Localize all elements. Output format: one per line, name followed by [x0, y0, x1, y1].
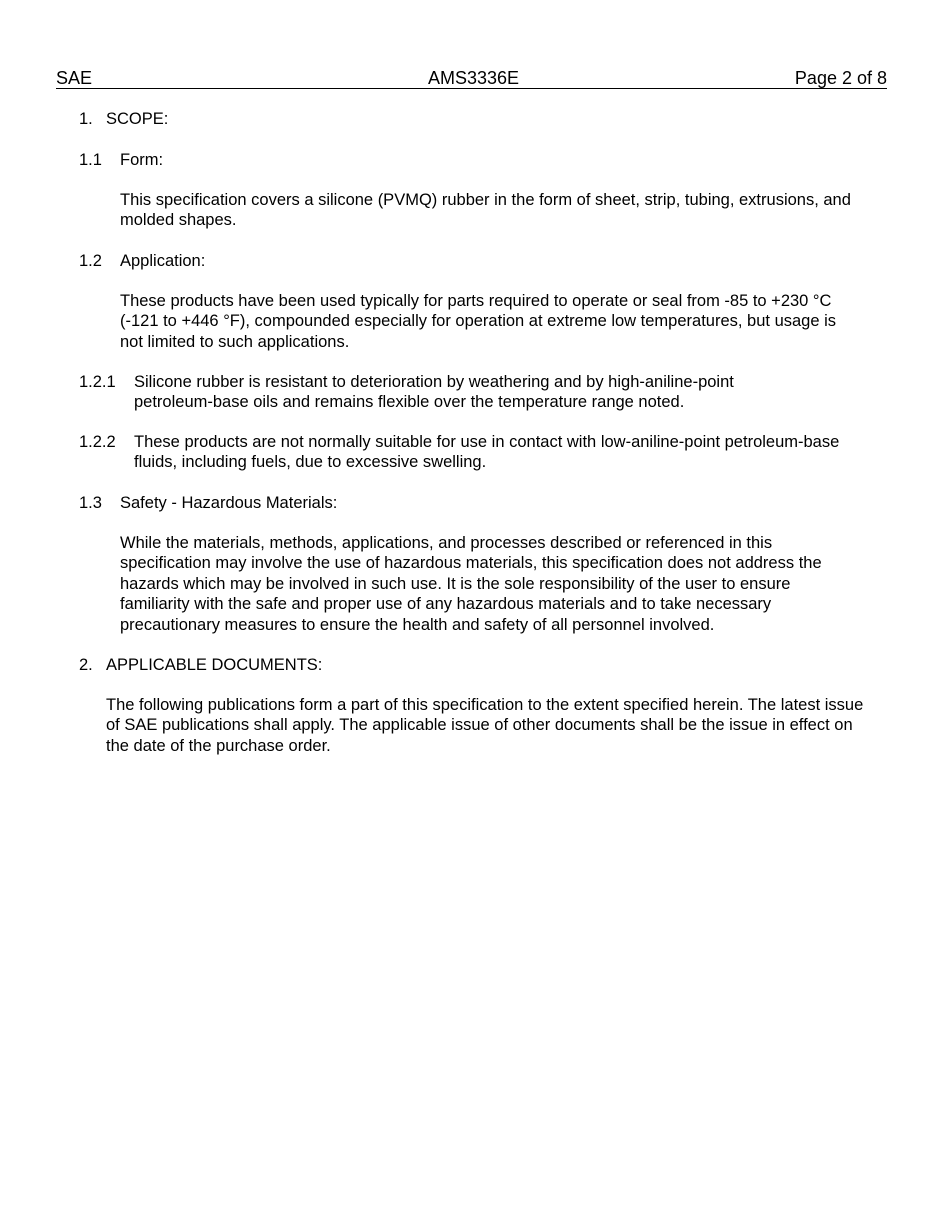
- page-header: [56, 68, 887, 89]
- section-body: The following publications form a part of this specification to the extent specified herein. The latest issue of SAE publications shall apply. The applicable issue of other documents shall be the issue in effect on the date of the purchase order.: [106, 696, 864, 755]
- section-number: 1.2.2: [79, 433, 116, 451]
- section-number: 1.1: [79, 151, 102, 169]
- section-title: Safety - Hazardous Materials:: [120, 494, 338, 512]
- body-line: (-121 to +446 °F), compounded especially for operation at extreme low temperatures, but usage is: [120, 312, 837, 331]
- section-number: 2.: [79, 656, 93, 674]
- section-number: 1.2.1: [79, 373, 116, 391]
- section-body: This specification covers a silicone (PVMQ) rubber in the form of sheet, strip, tubing, extrusions, and molded shapes.: [120, 191, 851, 230]
- body-line: not limited to such applications.: [120, 332, 350, 351]
- header-org: SAE: [56, 68, 93, 88]
- header-page-number: Page 2 of 8: [794, 68, 887, 88]
- body-line: These products have been used typically for parts required to operate or seal from -85 to +230 °C: [120, 292, 832, 310]
- section-title: Form:: [120, 151, 164, 169]
- section-title: SCOPE:: [106, 110, 169, 128]
- section-number: 1.3: [79, 494, 102, 512]
- section-number: 1.: [79, 110, 93, 128]
- section-body: These products are not normally suitable for use in contact with low-aniline-point petroleum-base fluids, including fuels, due to excessive swelling.: [134, 433, 840, 472]
- header-doc-id: AMS3336E: [428, 68, 520, 88]
- section-body: Silicone rubber is resistant to deterioration by weathering and by high-aniline-point petroleum-base oils and remains flexible over the temperature range noted.: [134, 373, 734, 412]
- section-number: 1.2: [79, 252, 102, 270]
- section-title: APPLICABLE DOCUMENTS:: [106, 656, 323, 674]
- section-body: [120, 291, 920, 352]
- section-body: While the materials, methods, applications, and processes described or referenced in this specification may involve the use of hazardous materials, this specification does not address the hazards which may be involved in such use. It is the sole responsibility of the user to ensure familiarity with the safe and proper use of any hazardous materials and to take necessary precautionary measures to ensure the health and safety of all personnel involved.: [120, 534, 822, 634]
- section-title: Application:: [120, 252, 206, 270]
